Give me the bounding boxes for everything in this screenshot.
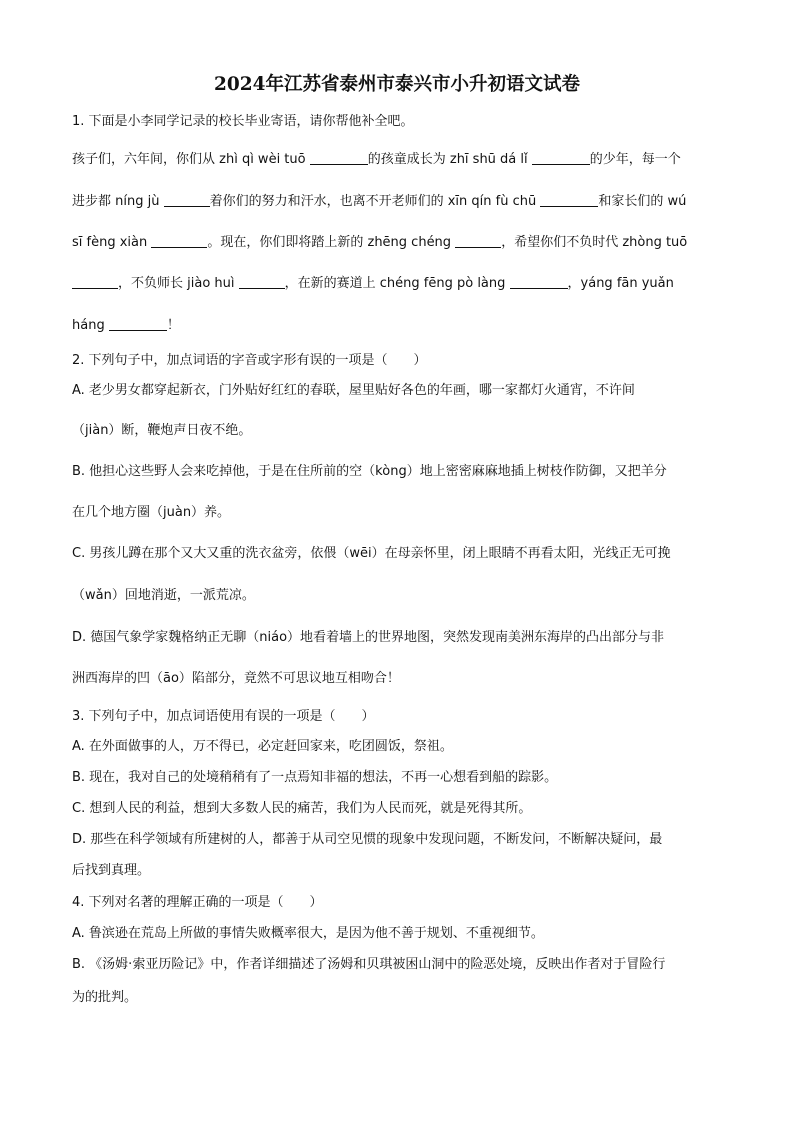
q2-option-d: D. 德国气象学家魏格纳正无聊（niáo）地看着墙上的世界地图，突然发现南美洲东海岸的凸出部分与非 xyxy=(72,630,665,645)
answer-blank[interactable] xyxy=(72,275,118,289)
q2-option-b-cont: 在几个地方圈（juàn）养。 xyxy=(72,505,231,520)
q3-option-d-cont: 后找到真理。 xyxy=(72,863,151,878)
q2-option-b: B. 他担心这些野人会来吃掉他，于是在住所前的空（kòng）地上密密麻麻地插上树枝作防御，又把羊分 xyxy=(72,464,667,479)
answer-blank[interactable] xyxy=(109,317,167,331)
answer-blank[interactable] xyxy=(510,275,568,289)
q1-line-3: sī fèng xiàn 。现在，你们即将踏上新的 zhēng chéng ，希望你们不负时代 zhòng tuō xyxy=(72,235,688,250)
answer-blank[interactable] xyxy=(455,234,501,248)
q2-option-c: C. 男孩儿蹲在那个又大又重的洗衣盆旁，依偎（wēi）在母亲怀里，闭上眼睛不再看太阳，光线正无可挽 xyxy=(72,546,671,561)
q3-option-a: A. 在外面做事的人，万不得已，必定赶回家来，吃团圆饭，祭祖。 xyxy=(72,739,453,754)
q4-option-a: A. 鲁滨逊在荒岛上所做的事情失败概率很大，是因为他不善于规划、不重视细节。 xyxy=(72,926,544,941)
page-title: 2024年江苏省泰州市泰兴市小升初语文试卷 xyxy=(214,74,580,95)
q4-option-b-cont: 为的批判。 xyxy=(72,990,138,1005)
q2-option-c-cont: （wǎn）回地消逝，一派荒凉。 xyxy=(72,588,255,603)
answer-blank[interactable] xyxy=(310,151,368,165)
q2-option-a-cont: （jiàn）断，鞭炮声日夜不绝。 xyxy=(72,423,252,438)
q2-option-d-cont: 洲西海岸的凹（āo）陷部分，竟然不可思议地互相吻合！ xyxy=(72,671,400,686)
answer-blank[interactable] xyxy=(239,275,285,289)
answer-blank[interactable] xyxy=(540,193,598,207)
q3-stem: 3. 下列句子中，加点词语使用有误的一项是（ ） xyxy=(72,709,375,724)
q1-stem: 1. 下面是小李同学记录的校长毕业寄语，请你帮他补全吧。 xyxy=(72,114,414,129)
q1-line-5: háng ！ xyxy=(72,318,180,333)
q2-stem: 2. 下列句子中，加点词语的字音或字形有误的一项是（ ） xyxy=(72,353,427,368)
q4-option-b: B. 《汤姆·索亚历险记》中，作者详细描述了汤姆和贝琪被困山洞中的险恶处境，反映出作者对于冒险行 xyxy=(72,957,666,972)
q3-option-b: B. 现在，我对自己的处境稍稍有了一点焉知非福的想法，不再一心想看到船的踪影。 xyxy=(72,770,558,785)
q1-line-1: 孩子们，六年间，你们从 zhì qì wèi tuō 的孩童成长为 zhī shū dá lǐ 的少年，每一个 xyxy=(72,152,681,167)
q1-line-4: ，不负师长 jiào huì ，在新的赛道上 chéng fēng pò làng ，yáng fān yuǎn xyxy=(72,272,722,291)
q2-option-a: A. 老少男女都穿起新衣，门外贴好红红的春联，屋里贴好各色的年画，哪一家都灯火通宵，不许间 xyxy=(72,383,635,398)
answer-blank[interactable] xyxy=(164,193,210,207)
q3-option-c: C. 想到人民的利益，想到大多数人民的痛苦，我们为人民而死，就是死得其所。 xyxy=(72,801,532,816)
q1-line-2: 进步都 níng jù 着你们的努力和汗水，也离不开老师们的 xīn qín fù chū 和家长们的 wú xyxy=(72,194,687,209)
answer-blank[interactable] xyxy=(151,234,207,248)
q3-option-d: D. 那些在科学领域有所建树的人，都善于从司空见惯的现象中发现问题，不断发问，不断解决疑问，最 xyxy=(72,832,663,847)
q4-stem: 4. 下列对名著的理解正确的一项是（ ） xyxy=(72,895,323,910)
answer-blank[interactable] xyxy=(532,151,590,165)
